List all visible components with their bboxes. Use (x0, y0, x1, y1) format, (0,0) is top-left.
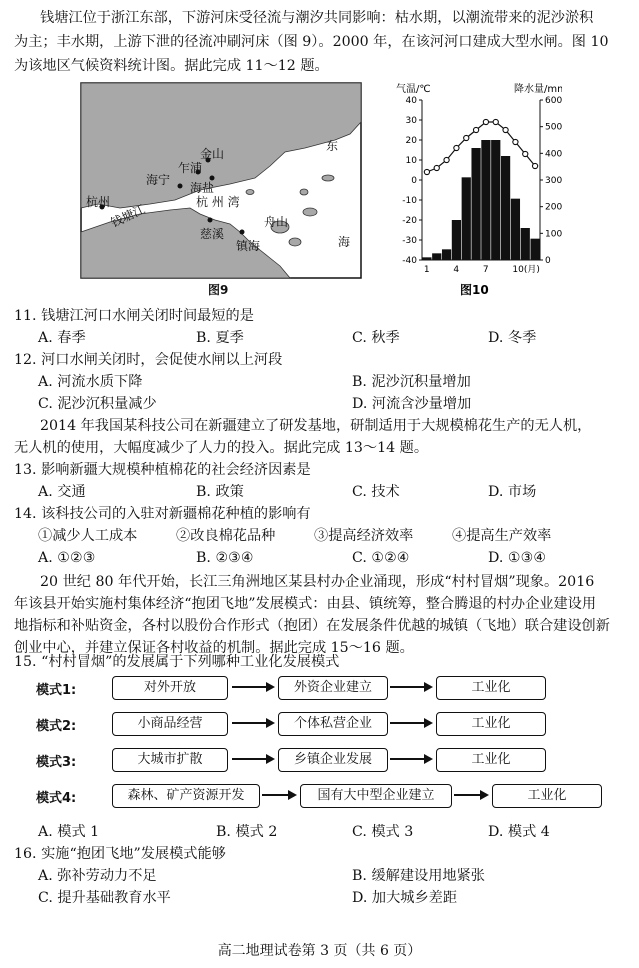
map-label-zhapu: 乍浦 (178, 161, 203, 175)
right-tick-label: 200 (545, 202, 562, 213)
temperature-point (493, 119, 498, 124)
left-tick-label: -10 (402, 196, 417, 206)
q13-option-c[interactable]: C. 技术 (352, 484, 400, 500)
arrow-icon (230, 680, 276, 694)
intro2-line-1: 2014 年我国某科技公司在新疆建立了研发基地，研制适用于大规模棉花生产的无人机， (40, 418, 592, 434)
city-dot-zhenhai (240, 230, 245, 235)
q14-item-2: ②改良棉花品种 (176, 528, 276, 544)
intro3-line-2: 年该县开始实施村集体经济“抱团飞地”发展模式：由县、镇统筹，整合腾退的村办企业建设用 (14, 596, 597, 612)
x-tick-label: 10(月) (512, 265, 540, 275)
mode-3-step-3: 工业化 (436, 748, 546, 772)
q11-option-b[interactable]: B. 夏季 (196, 330, 244, 346)
temperature-point (444, 157, 449, 162)
q11-option-d[interactable]: D. 冬季 (488, 330, 537, 346)
left-axis-label: 气温/℃ (396, 84, 431, 95)
q15-option-a[interactable]: A. 模式 1 (38, 824, 100, 840)
arrow-icon (260, 788, 298, 802)
q15-option-d[interactable]: D. 模式 4 (488, 824, 550, 840)
right-tick-label: 100 (545, 229, 562, 240)
q16-stem: 16. 实施“抱团飞地”发展模式能够 (14, 846, 226, 862)
x-tick-label: 4 (453, 265, 460, 275)
q11-option-a[interactable]: A. 春季 (38, 330, 86, 346)
right-tick-label: 0 (545, 256, 551, 266)
precip-bar (521, 228, 530, 260)
island-3 (322, 175, 334, 181)
mode-4-step-1: 森林、矿产资源开发 (112, 784, 260, 808)
q14-item-4: ④提高生产效率 (452, 528, 552, 544)
map-label-zhoushan: 舟山 (264, 215, 289, 229)
right-tick-label: 400 (545, 149, 562, 160)
island-1 (289, 238, 301, 246)
precip-bar (530, 239, 539, 260)
precip-bar (471, 148, 480, 260)
q13-stem: 13. 影响新疆大规模种植棉花的社会经济因素是 (14, 462, 311, 478)
q12-stem: 12. 河口水闸关闭时，会促使水闸以上河段 (14, 352, 283, 368)
q14-option-b[interactable]: B. ②③④ (196, 550, 254, 566)
temperature-point (434, 165, 439, 170)
mode-2-step-3: 工业化 (436, 712, 546, 736)
mode-1-step-1: 对外开放 (112, 676, 228, 700)
q12-option-a[interactable]: A. 河流水质下降 (38, 374, 143, 390)
precip-bar (481, 140, 490, 260)
temperature-point (424, 169, 429, 174)
q14-item-1: ①减少人工成本 (38, 528, 138, 544)
precip-bar (442, 249, 451, 260)
map-label-qiantangjiang: 钱塘江 (108, 202, 148, 230)
q14-stem: 14. 该科技公司的入驻对新疆棉花种植的影响有 (14, 506, 311, 522)
intro3-line-1: 20 世纪 80 年代开始，长江三角洲地区某县村办企业涌现，形成“村村冒烟”现象。2016 (40, 574, 595, 590)
x-tick-label: 7 (482, 265, 489, 275)
q14-option-d[interactable]: D. ①③④ (488, 550, 547, 566)
q12-option-d[interactable]: D. 河流含沙量增加 (352, 396, 472, 412)
precip-bar (432, 253, 441, 260)
intro1-line-2: 为主；丰水期，上游下泄的径流冲刷河床（图 9）。2000 年，在该河河口建成大型水闸。图 10 (14, 34, 609, 50)
city-dot-cixi (208, 218, 213, 223)
temperature-point (483, 119, 488, 124)
q14-option-a[interactable]: A. ①②③ (38, 550, 96, 566)
mode-row-3 (30, 746, 620, 774)
left-tick-label: 40 (405, 96, 417, 106)
intro3-line-4: 创业中心，并建立保证各村收益的机制。据此完成 15～16 题。 (14, 640, 414, 656)
left-tick-label: 30 (405, 116, 417, 126)
q12-option-c[interactable]: C. 泥沙沉积量减少 (38, 396, 157, 412)
arrow-icon (388, 680, 434, 694)
q15-option-b[interactable]: B. 模式 2 (216, 824, 278, 840)
right-tick-label: 300 (545, 176, 562, 186)
page-footer: 高二地理试卷第 3 页（共 6 页） (217, 943, 422, 959)
arrow-icon (230, 752, 276, 766)
mode-1-step-3: 工业化 (436, 676, 546, 700)
temperature-point (473, 127, 478, 132)
intro1-line-3: 为该地区气候资料统计图。据此完成 11～12 题。 (14, 58, 329, 74)
city-dot-haining (178, 184, 183, 189)
q13-option-d[interactable]: D. 市场 (488, 484, 537, 500)
mode-2-step-1: 小商品经营 (112, 712, 228, 736)
mode-2-label: 模式2: (36, 719, 77, 734)
right-tick-label: 600 (545, 96, 562, 106)
x-tick-label: 1 (423, 265, 430, 275)
q11-stem: 11. 钱塘江河口水闸关闭时间最短的是 (14, 308, 254, 324)
mode-3-label: 模式3: (36, 755, 77, 770)
q16-option-a[interactable]: A. 弥补劳动力不足 (38, 868, 157, 884)
left-tick-label: -40 (402, 256, 417, 266)
island-5 (246, 190, 254, 195)
precip-bar (452, 220, 461, 260)
arrow-icon (388, 716, 434, 730)
precip-bar (422, 257, 431, 260)
q16-option-d[interactable]: D. 加大城乡差距 (352, 890, 458, 906)
q15-option-c[interactable]: C. 模式 3 (352, 824, 414, 840)
q16-option-c[interactable]: C. 提升基础教育水平 (38, 890, 171, 906)
intro1-line-1: 钱塘江位于浙江东部，下游河床受径流与潮汐共同影响：枯水期，以潮流带来的泥沙淤积 (40, 10, 594, 26)
q14-option-c[interactable]: C. ①②④ (352, 550, 410, 566)
q11-option-c[interactable]: C. 秋季 (352, 330, 400, 346)
map-label-hangzhou: 杭州 (86, 195, 111, 209)
intro3-line-3: 地指标和补贴资金，各村以股份合作形式（抱团）在发展条件优越的城镇（飞地）联合建设创新 (14, 618, 610, 634)
arrow-icon (452, 788, 490, 802)
mode-row-4 (30, 782, 620, 810)
mode-1-label: 模式1: (36, 683, 77, 698)
mode-row-1 (30, 674, 620, 702)
mode-3-step-1: 大城市扩散 (112, 748, 228, 772)
precip-bar (462, 177, 471, 260)
temperature-point (454, 145, 459, 150)
temperature-point (464, 135, 469, 140)
mode-flow-diagram (30, 672, 620, 812)
mode-3-step-2: 乡镇企业发展 (278, 748, 388, 772)
map-label-hai: 海 (338, 235, 351, 249)
left-tick-label: -30 (402, 236, 417, 246)
mode-4-step-3: 工业化 (492, 784, 602, 808)
mode-4-step-2: 国有大中型企业建立 (300, 784, 452, 808)
arrow-icon (388, 752, 434, 766)
right-axis-label: 降水量/mm (514, 84, 562, 95)
map-label-cixi: 慈溪 (200, 227, 225, 241)
left-tick-label: 10 (405, 156, 417, 166)
precip-bar (511, 199, 520, 260)
arrow-icon (230, 716, 276, 730)
right-tick-label: 500 (545, 122, 562, 133)
map-label-haining: 海宁 (146, 173, 171, 187)
temperature-point (532, 163, 537, 168)
q15-stem: 15. “村村冒烟”的发展属于下列哪种工业化发展模式 (14, 654, 340, 670)
temperature-point (513, 139, 518, 144)
map-label-jinshan: 金山 (200, 147, 225, 161)
map-label-zhenhai: 镇海 (236, 239, 261, 253)
left-tick-label: -20 (402, 216, 417, 226)
map-label-haiyan: 海盐 (190, 181, 215, 195)
q16-option-b[interactable]: B. 缓解建设用地紧张 (352, 868, 485, 884)
temperature-point (523, 151, 528, 156)
precip-bar (501, 156, 510, 260)
q12-option-b[interactable]: B. 泥沙沉积量增加 (352, 374, 471, 390)
map-figure (80, 82, 362, 302)
mode-4-label: 模式4: (36, 791, 77, 806)
climate-chart-svg (392, 80, 562, 304)
mode-2-step-2: 个体私营企业 (278, 712, 388, 736)
island-2 (303, 208, 317, 216)
q13-option-a[interactable]: A. 交通 (38, 484, 86, 500)
q13-option-b[interactable]: B. 政策 (196, 484, 244, 500)
island-4 (300, 189, 308, 195)
mode-1-step-2: 外资企业建立 (278, 676, 388, 700)
map-caption: 图9 (208, 283, 229, 297)
mode-row-2 (30, 710, 620, 738)
temperature-point (503, 127, 508, 132)
chart-caption: 图10 (460, 283, 489, 297)
precip-bar (491, 140, 500, 260)
map-label-hangzhouwan: 杭 州 湾 (196, 195, 240, 209)
climate-chart (392, 80, 562, 304)
q14-item-3: ③提高经济效率 (314, 528, 414, 544)
left-tick-label: 0 (411, 176, 417, 186)
intro2-line-2: 无人机的使用，大幅度减少了人力的投入。据此完成 13～14 题。 (14, 440, 429, 456)
map-label-dong: 东 (326, 139, 339, 153)
temperature-line (427, 122, 535, 172)
left-tick-label: 20 (405, 136, 417, 146)
